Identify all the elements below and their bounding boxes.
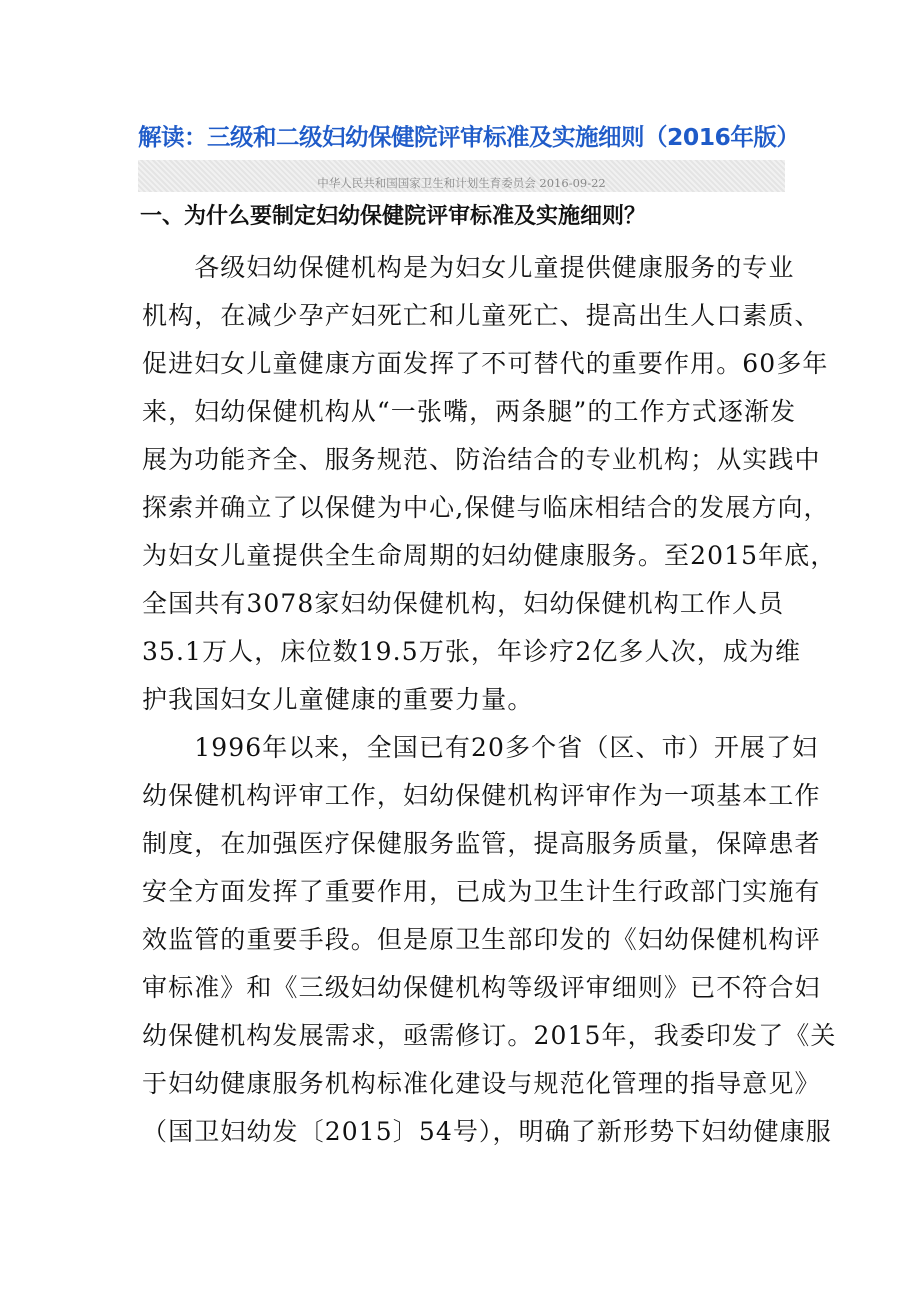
text-line: 展为功能齐全、服务规范、防治结合的专业机构；从实践中 [142, 445, 821, 474]
text-line: 探索并确立了以保健为中心,保健与临床相结合的发展方向， [142, 493, 830, 522]
source-text: 中华人民共和国国家卫生和计划生育委员会 2016-09-22 [317, 176, 606, 190]
source-band [138, 160, 785, 192]
section-heading: 一、为什么要制定妇幼保健院评审标准及实施细则？ [140, 204, 647, 229]
text-line: （国卫妇幼发〔2015〕54号），明确了新形势下妇幼健康服 [142, 1117, 832, 1146]
text-line: 审标准》和《三级妇幼保健机构等级评审细则》已不符合妇 [142, 973, 821, 1002]
text-line: 于妇幼健康服务机构标准化建设与规范化管理的指导意见》 [142, 1069, 821, 1098]
text-line: 1996年以来，全国已有20多个省（区、市）开展了妇 [142, 733, 819, 762]
text-line: 促进妇女儿童健康方面发挥了不可替代的重要作用。60多年 [142, 349, 829, 378]
text-line: 来，妇幼保健机构从“一张嘴，两条腿”的工作方式逐渐发 [142, 397, 797, 426]
body-text [142, 248, 837, 1160]
text-line: 全国共有3078家妇幼保健机构，妇幼保健机构工作人员 [142, 589, 785, 618]
text-line: 为妇女儿童提供全生命周期的妇幼健康服务。至2015年底， [142, 541, 837, 570]
text-line: 机构，在减少孕产妇死亡和儿童死亡、提高出生人口素质、 [142, 301, 821, 330]
text-line: 制度，在加强医疗保健服务监管，提高服务质量，保障患者 [142, 829, 821, 858]
text-line: 幼保健机构评审工作，妇幼保健机构评审作为一项基本工作 [142, 781, 821, 810]
text-line: 护我国妇女儿童健康的重要力量。 [142, 685, 534, 714]
text-line: 安全方面发挥了重要作用，已成为卫生计生行政部门实施有 [142, 877, 821, 906]
text-line: 幼保健机构发展需求，亟需修订。2015年，我委印发了《关 [142, 1021, 837, 1050]
text-line: 各级妇幼保健机构是为妇女儿童提供健康服务的专业 [142, 253, 795, 282]
text-line: 效监管的重要手段。但是原卫生部印发的《妇幼保健机构评 [142, 925, 821, 954]
document-title: 解读：三级和二级妇幼保健院评审标准及实施细则（2016年版） [138, 123, 800, 151]
text-line: 35.1万人，床位数19.5万张，年诊疗2亿多人次，成为维 [142, 637, 802, 666]
